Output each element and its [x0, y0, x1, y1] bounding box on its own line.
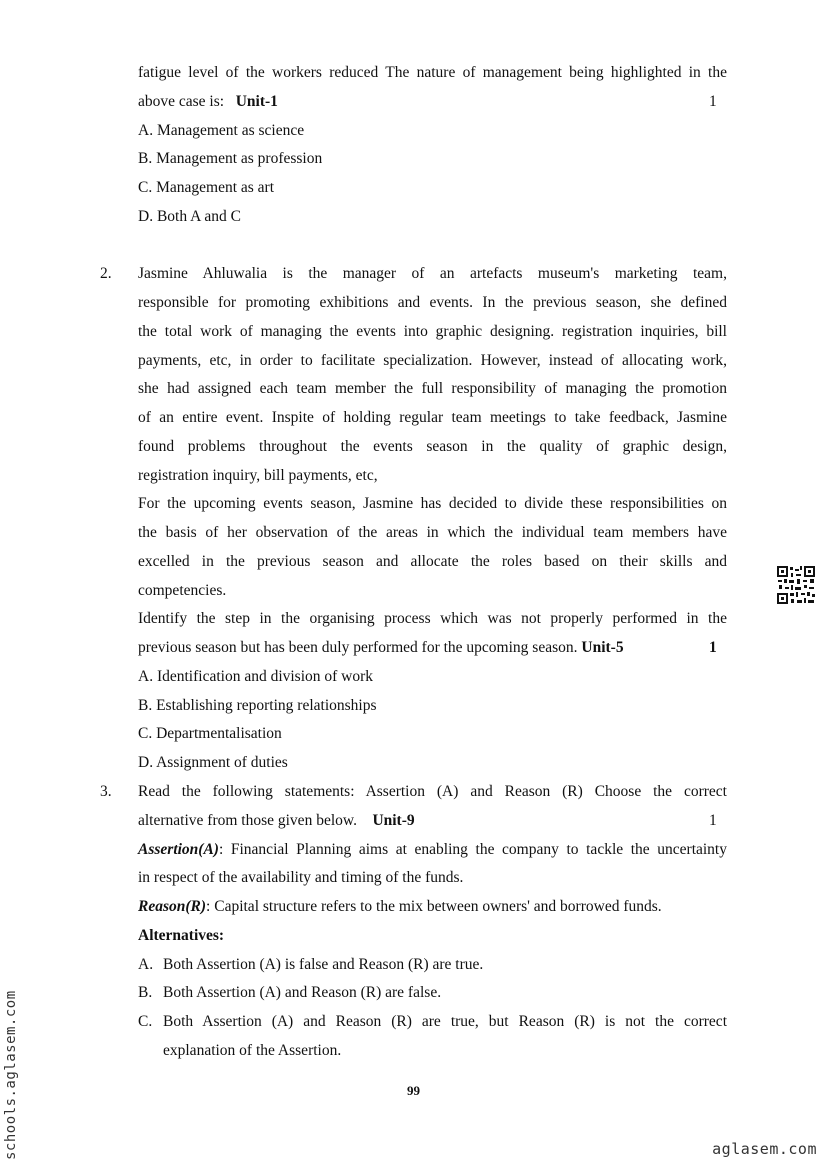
q2-option: A. Identification and division of work: [138, 668, 374, 685]
q2-option: B. Establishing reporting relationships: [138, 697, 377, 714]
q2-line: payments, etc, in order to facilitate specialization. However, instead of allocating work,: [138, 352, 727, 369]
watermark-bottom: aglasem.com: [712, 1140, 817, 1158]
q3-number: 3.: [100, 783, 112, 800]
watermark-side: schools.aglasem.com: [3, 990, 19, 1160]
alternative-text: Both Assertion (A) and Reason (R) are false.: [163, 984, 442, 1001]
q1-unit: Unit-1: [235, 93, 278, 110]
q3-line: Read the following statements: Assertion (A) and Reason (R) Choose the correct: [138, 783, 727, 800]
q1-option: D. Both A and C: [138, 208, 241, 225]
qr-code-icon[interactable]: [776, 565, 816, 605]
alternative-item: [138, 955, 483, 975]
alternative-letter: B.: [138, 984, 153, 1001]
q3-line2-text: alternative from those given below.: [138, 812, 357, 829]
q2-last-line: [138, 638, 624, 658]
alternative-letter: C.: [138, 1013, 153, 1030]
reason-text: : Capital structure refers to the mix between owners' and borrowed funds.: [206, 898, 662, 915]
alternative-letter: A.: [138, 956, 154, 973]
q1-option: A. Management as science: [138, 122, 305, 139]
q2-line: found problems throughout the events season in the quality of graphic design,: [138, 438, 727, 455]
q2-line: Jasmine Ahluwalia is the manager of an artefacts museum's marketing team,: [138, 265, 727, 282]
q2-line: excelled in the previous season and allocate the roles based on their skills and: [138, 553, 727, 570]
q2-line: she had assigned each team member the full responsibility of managing the promotion: [138, 380, 727, 397]
q2-line: the total work of managing the events into graphic designing. registration inquiries, bill: [138, 323, 727, 340]
q1-marks: 1: [709, 93, 717, 110]
page-number: 99: [407, 1083, 420, 1098]
assertion-line: [138, 840, 727, 860]
alternative-text: Both Assertion (A) is false and Reason (R) are true.: [163, 956, 484, 973]
q2-line: responsible for promoting exhibitions and events. In the previous season, she defined: [138, 294, 727, 311]
q2-line: competencies.: [138, 582, 227, 599]
q2-line: the basis of her observation of the areas in which the individual team members have: [138, 524, 727, 541]
alternative-item: [138, 983, 441, 1003]
q1-text-line-2: [138, 92, 278, 112]
alternative-text: Both Assertion (A) and Reason (R) are true, but Reason (R) is not the correct: [163, 1013, 727, 1030]
q2-unit: Unit-5: [581, 639, 624, 656]
assertion-text: : Financial Planning aims at enabling the company to tackle the uncertainty: [218, 841, 727, 858]
reason-line: [138, 897, 662, 917]
q3-unit: Unit-9: [372, 812, 415, 829]
q2-line: registration inquiry, bill payments, etc,: [138, 467, 378, 484]
reason-label: Reason(R): [138, 898, 207, 915]
q2-option: C. Departmentalisation: [138, 725, 282, 742]
q1-text-line: fatigue level of the workers reduced The nature of management being highlighted in the: [138, 64, 727, 81]
q1-prefix: above case is:: [138, 93, 225, 110]
q2-last-text: previous season but has been duly performed for the upcoming season.: [138, 639, 578, 656]
alternative-c-cont: explanation of the Assertion.: [163, 1042, 342, 1059]
q3-line-2: [138, 811, 415, 831]
q1-option: B. Management as profession: [138, 150, 323, 167]
assertion-cont: in respect of the availability and timing of the funds.: [138, 869, 464, 886]
q2-option: D. Assignment of duties: [138, 754, 288, 771]
q2-line: For the upcoming events season, Jasmine has decided to divide these responsibilities on: [138, 495, 727, 512]
q2-line: of an entire event. Inspite of holding regular team meetings to take feedback, Jasmine: [138, 409, 727, 426]
q3-marks: 1: [709, 812, 717, 829]
assertion-label: Assertion(A): [138, 841, 219, 858]
alternative-item: [138, 1012, 727, 1032]
q2-line: Identify the step in the organising process which was not properly performed in the: [138, 610, 727, 627]
q2-marks: 1: [709, 639, 717, 656]
q1-option: C. Management as art: [138, 179, 275, 196]
alternatives-heading: Alternatives:: [138, 927, 225, 944]
q2-number: 2.: [100, 265, 112, 282]
